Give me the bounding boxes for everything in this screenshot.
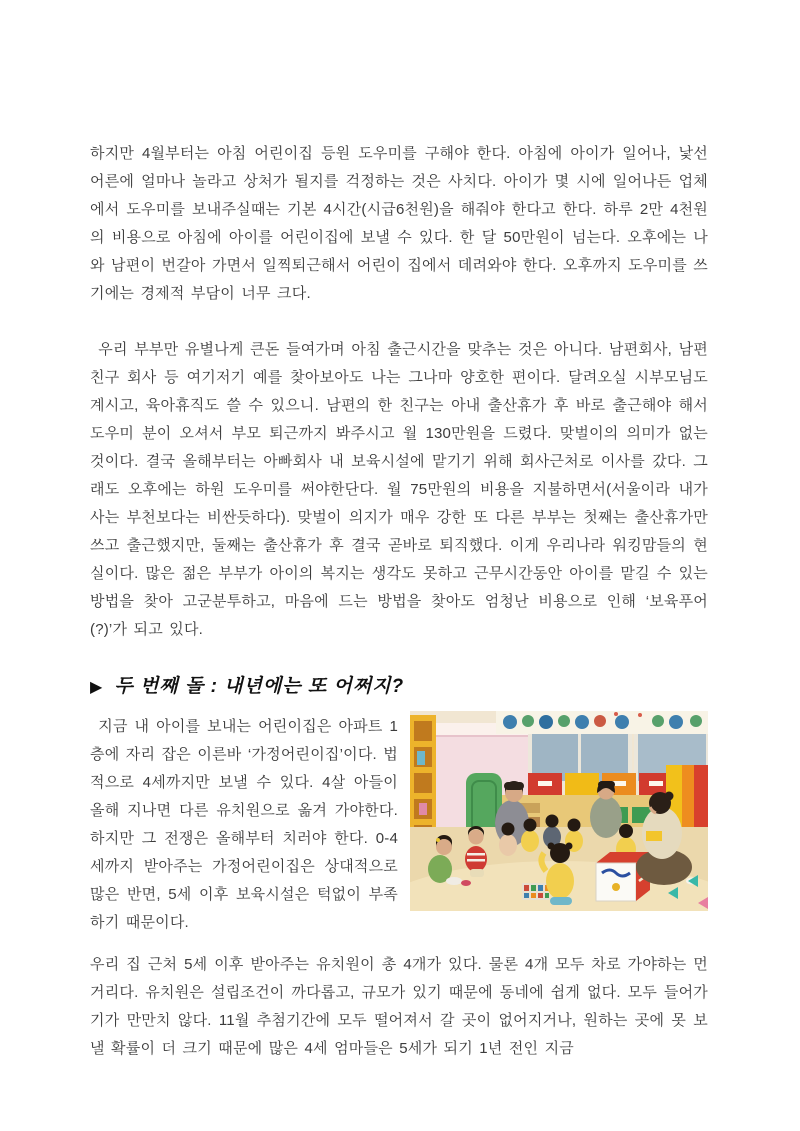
section-heading-text: 두 번째 돌 : 내년에는 또 어쩌지?: [114, 676, 405, 697]
daycare-classroom-photo: [410, 711, 708, 911]
arrow-bullet-icon: ▶: [90, 679, 103, 696]
daycare-classroom-illustration: [410, 711, 708, 911]
photo-text-wrap: [90, 713, 708, 937]
paragraph-home-daycare: 지금 내 아이를 보내는 어린이집은 아파트 1층에 자리 잡은 이른바 ‘가정어린이집’이다. 법적으로 4세까지만 보낼 수 있다. 4살 아들이 올해 지나면 다른 유치원으로 옮겨 가야한다. 하지만 그 전쟁은 올해부터 치러야 한다. 0-4세까지 받아주는 가정어린이집은 상대적으로 많은 반면, 5세 이후 보육시설은 턱없이 부족하기 때문이다.: [90, 718, 398, 931]
paragraph-kindergarten-lottery: 우리 집 근처 5세 이후 받아주는 유치원이 총 4개가 있다. 물론 4개 모두 차로 가야하는 먼 거리다. 유치원은 설립조건이 까다롭고, 규모가 있기 때문에 동네에 쉽게 없다. 모두 들어가기가 만만치 않다. 11월 추첨기간에 모두 떨어져서 갈 곳이 없어지거나, 원하는 곳에 못 보낼 확률이 더 크기 때문에 많은 4세 엄마들은 5세가 되기 1년 전인 지금: [90, 956, 708, 1057]
section-heading: [90, 672, 708, 703]
paragraph-working-moms: 우리 부부만 유별나게 큰돈 들여가며 아침 출근시간을 맞추는 것은 아니다. 남편회사, 남편 친구 회사 등 여기저기 예를 찾아보아도 나는 그나마 양호한 편이다. 달려오실 시부모님도 계시고, 육아휴직도 쓸 수 있으니. 남편의 한 친구는 아내 출산휴가 후 바로 출근해야 해서 도우미 분이 오셔서 부모 퇴근까지 봐주시고 월 130만원을 드렸다. 맞벌이의 의미가 없는 것이다. 결국 올해부터는 아빠회사 내 보육시설에 맡기기 위해 회사근처로 이사를 갔다. 그래도 오후에는 하원 도우미를 써야한단다. 월 75만원의 비용을 지불하면서(서울이라 내가 사는 부천보다는 비싼듯하다). 맞벌이 의지가 매우 강한 또 다른 부부는 첫째는 출산휴가만 쓰고 출근했지만, 둘째는 출산휴가 후 결국 곧바로 퇴직했다. 이게 우리나라 워킹맘들의 현실이다. 많은 젊은 부부가 아이의 복지는 생각도 못하고 근무시간동안 아이를 맡길 수 있는 방법을 찾아 고군분투하고, 마음에 드는 방법을 찾아도 엄청난 비용으로 인해 ‘보육푸어(?)’가 되고 있다.: [90, 341, 708, 638]
paragraph-morning-helper: 하지만 4월부터는 아침 어린이집 등원 도우미를 구해야 한다. 아침에 아이가 일어나, 낯선 어른에 얼마나 놀라고 상처가 될지를 걱정하는 것은 사치다. 아이가 몇 시에 일어나든 업체에서 도우미를 보내주실때는 기본 4시간(시급6천원)을 해줘야 한다고 한다. 하루 2만 4천원의 비용으로 아침에 아이를 어린이집에 보낼 수 있다. 한 달 50만원이 넘는다. 오후에는 나와 남편이 번갈아 가면서 일찍퇴근해서 어린이 집에서 데려와야 한다. 오후까지 도우미를 쓰기에는 경제적 부담이 너무 크다.: [90, 145, 708, 302]
